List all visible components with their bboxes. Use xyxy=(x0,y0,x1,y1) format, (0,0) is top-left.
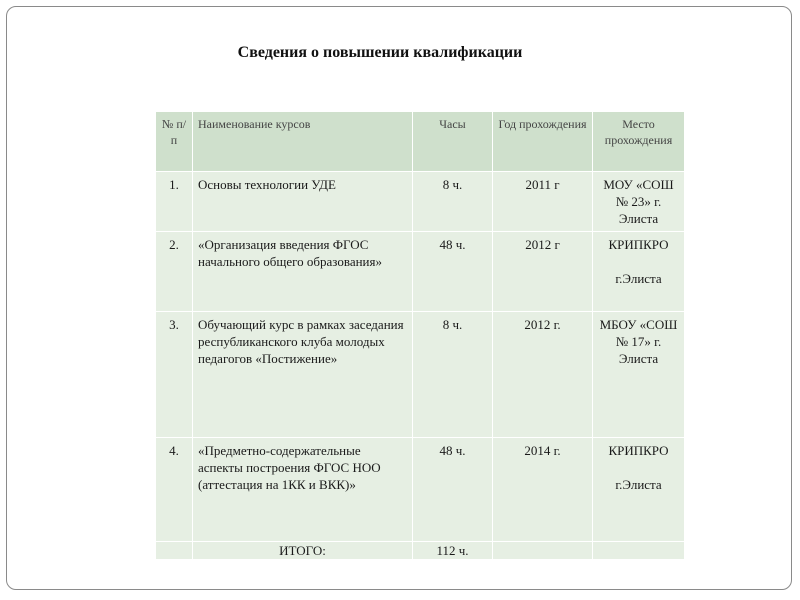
row-place-org: КРИПКРО xyxy=(608,237,669,252)
header-year: Год прохождения xyxy=(493,112,593,172)
row-hours: 8 ч. xyxy=(413,312,493,438)
total-empty-cell xyxy=(156,542,193,560)
row-place-city: г.Элиста xyxy=(615,271,662,286)
row-year: 2014 г. xyxy=(493,438,593,542)
row-hours: 48 ч. xyxy=(413,438,493,542)
row-course-name: «Предметно-содержательные аспекты построения ФГОС НОО (аттестация на 1КК и ВКК)» xyxy=(193,438,413,542)
page-title: Сведения о повышении квалификации xyxy=(237,44,523,61)
row-place: МОУ «СОШ № 23» г. Элиста xyxy=(593,172,685,232)
header-hours: Часы xyxy=(413,112,493,172)
row-num: 4. xyxy=(156,438,193,542)
row-num: 3. xyxy=(156,312,193,438)
total-empty-cell xyxy=(593,542,685,560)
header-course-name: Наименование курсов xyxy=(193,112,413,172)
total-empty-cell xyxy=(493,542,593,560)
row-year: 2011 г xyxy=(493,172,593,232)
table-row xyxy=(156,232,685,312)
row-hours: 48 ч. xyxy=(413,232,493,312)
row-course-name: Основы технологии УДЕ xyxy=(193,172,413,232)
row-num: 2. xyxy=(156,232,193,312)
row-course-name: «Организация введения ФГОС начального общего образования» xyxy=(193,232,413,312)
row-place-org: КРИПКРО xyxy=(608,443,669,458)
total-value: 112 ч. xyxy=(413,542,493,560)
qualification-table xyxy=(155,111,685,560)
row-place: МБОУ «СОШ № 17» г. Элиста xyxy=(593,312,685,438)
total-label: ИТОГО: xyxy=(193,542,413,560)
table-row xyxy=(156,438,685,542)
row-year: 2012 г. xyxy=(493,312,593,438)
table-header-row xyxy=(156,112,685,172)
header-place: Место прохождения xyxy=(593,112,685,172)
row-place xyxy=(593,232,685,312)
table-row xyxy=(156,312,685,438)
row-hours: 8 ч. xyxy=(413,172,493,232)
row-place xyxy=(593,438,685,542)
table-total-row xyxy=(156,542,685,560)
header-num: № п/п xyxy=(156,112,193,172)
table-row xyxy=(156,172,685,232)
row-course-name: Обучающий курс в рамках заседания республиканского клуба молодых педагогов «Постижение» xyxy=(193,312,413,438)
row-place-city: г.Элиста xyxy=(615,477,662,492)
row-year: 2012 г xyxy=(493,232,593,312)
row-num: 1. xyxy=(156,172,193,232)
